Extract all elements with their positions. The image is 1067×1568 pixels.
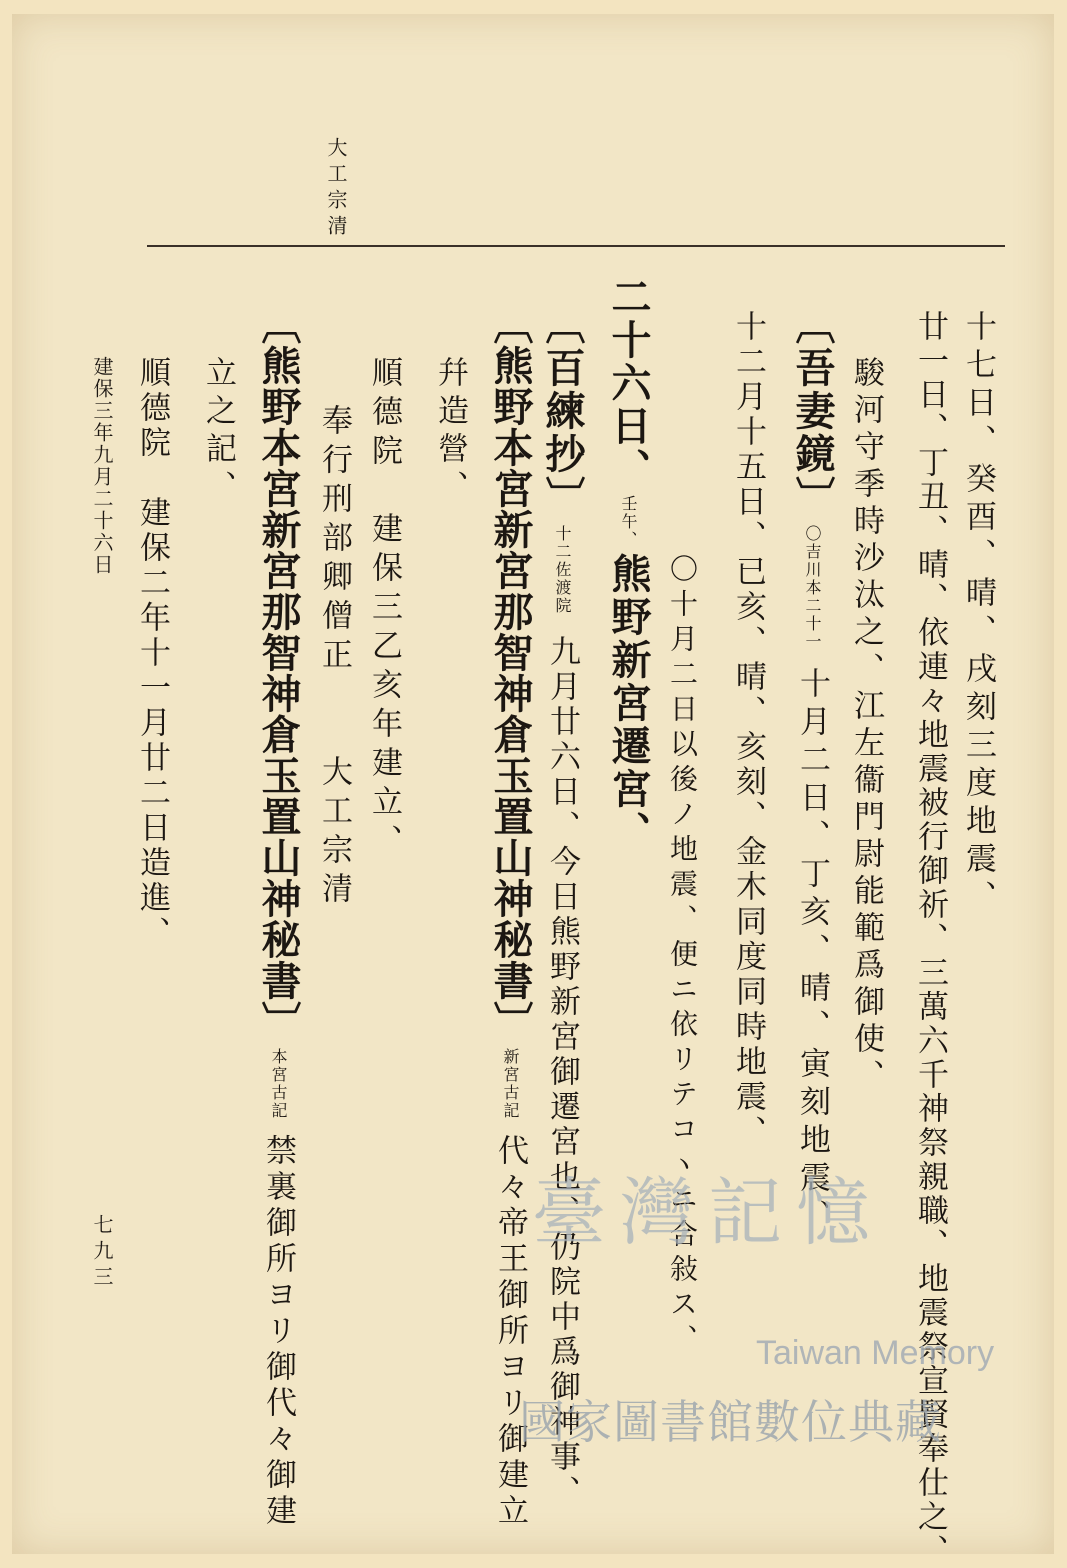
page-number: 七九三 xyxy=(90,1214,114,1292)
cyclical-day-note: 壬午、 xyxy=(619,495,638,549)
text-column-5: 十二月十五日、已亥、晴、亥刻、金木同度同時地震、 xyxy=(730,310,766,1150)
text-column-7 xyxy=(600,276,657,854)
text-column-11: 順德院 建保三乙亥年建立、 xyxy=(366,356,402,863)
text-column-14: 立之記、 xyxy=(200,356,236,508)
text-column-12: 奉行刑部卿僧正 大工宗清 xyxy=(316,404,352,911)
running-head: 大工宗清 xyxy=(324,137,348,241)
text-column-13 xyxy=(250,304,307,1530)
event-heading: 熊野新宮遷宮、 xyxy=(605,553,652,854)
entry-text: 禁裏御所ヨリ御代々御建 xyxy=(260,1134,296,1530)
text-column-8 xyxy=(534,304,591,1510)
edition-note: 新宮古記 xyxy=(501,1048,520,1120)
text-column-1: 十七日、癸酉、晴、戌刻三度地震、 xyxy=(960,310,996,918)
edition-note: 本宮古記 xyxy=(269,1048,288,1120)
entry-text: 代々帝王御所ヨリ御建立 xyxy=(492,1134,528,1530)
date-heading: 二十六日、 xyxy=(605,276,652,491)
header-rule xyxy=(147,245,1005,247)
text-column-15: 順德院 建保二年十一月廿二日造進、 xyxy=(134,356,170,951)
text-column-4 xyxy=(784,304,841,1237)
entry-text: 十月二日、丁亥、晴、寅刻地震、 xyxy=(794,667,830,1237)
source-title-hyakurensho: 〔百練抄〕 xyxy=(539,304,586,519)
footer-date: 建保三年九月二十六日 xyxy=(90,356,114,576)
edition-note: 十二佐渡院 xyxy=(553,525,572,615)
watermark-subtitle: Taiwan Memory xyxy=(756,1334,995,1372)
text-column-3: 駿河守季時沙汰之、江左衞門尉能範爲御使、 xyxy=(848,356,884,1096)
book-page xyxy=(12,14,1054,1568)
watermark-title: 臺灣記憶 xyxy=(532,1170,884,1256)
source-title-azumakagami: 〔吾妻鏡〕 xyxy=(789,304,836,519)
watermark-org: 國家圖書館數位典藏 xyxy=(519,1395,942,1449)
text-column-2: 廿一日、丁丑、晴、依連々地震被行御祈、三萬六千神祭親職、地震祭宣賢奉仕之、 xyxy=(912,310,948,1568)
text-column-10: 幷造營、 xyxy=(432,356,468,508)
entry-text: 九月廿六日、今日熊野新宮御遷宮也、仍院中爲御神事、 xyxy=(544,635,580,1510)
edition-note: 〇吉川本二十一 xyxy=(803,525,822,651)
source-title-kumano: 〔熊野本宮新宮那智神倉玉置山神秘書〕 xyxy=(487,304,534,1042)
text-column-9 xyxy=(482,304,539,1530)
source-title-kumano: 〔熊野本宮新宮那智神倉玉置山神秘書〕 xyxy=(255,304,302,1042)
text-column-6: 〇十月二日以後ノ地震、便ニ依リテコヽニ合敍ス、 xyxy=(666,554,699,1359)
